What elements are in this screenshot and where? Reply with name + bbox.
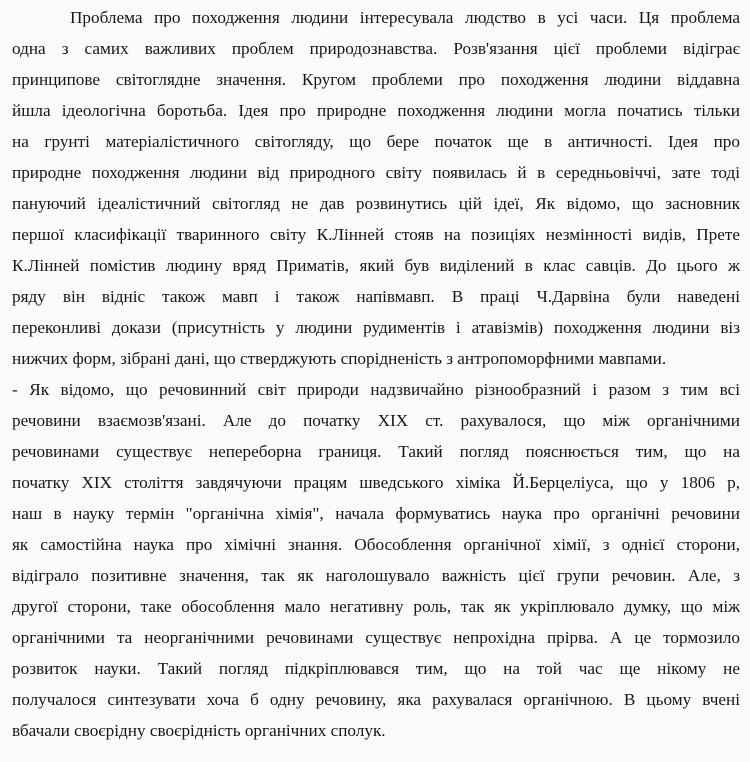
text-line: на грунті матеріалістичного світогляду, що бере початок ще в античності. Ідея про bbox=[12, 132, 740, 151]
text-line: получалося синтезувати хоча б одну речовину, яка рахувалася органічною. В цьому вчені bbox=[12, 690, 740, 709]
text-line: початку XIX століття завдячуючи працям шведського хіміка Й.Берцеліуса, що у 1806 р, bbox=[12, 473, 740, 492]
text-line: речовинами существує непереборна границя. Такий погляд пояснюється тим, що на bbox=[12, 442, 740, 461]
text-line: переконливі докази (присутність у людини рудиментів і атавізмів) походження людини віз bbox=[12, 318, 740, 337]
text-line: органічними та неорганічними речовинами существує непрохідна прірва. А це тормозило bbox=[12, 628, 740, 647]
text-line: другої сторони, таке обособлення мало негативну роль, так як укріплювало думку, що між bbox=[12, 597, 740, 616]
text-line: відігрaло позитивне значення, так як наголошувало важність цієї групи речовин. Але, з bbox=[12, 566, 740, 585]
text-line: йшла ідеологічна боротьба. Ідея про природне походження людини могла початись тільки bbox=[12, 101, 740, 120]
text-line: нижчих форм, зібрані дані, що стверджують спорідненість з антропоморфними мавпами. bbox=[12, 349, 667, 368]
text-line: першої класифікації тваринного світу К.Лінней стояв на позиціях незмінності видів, Прете bbox=[12, 225, 740, 244]
text-line: К.Лінней помістив людину вряд Приматів, який був виділений в клас савців. До цього ж bbox=[12, 256, 740, 275]
text-line: наш в науку термін "органічна хімія", начала формуватись наука про органічні речовини bbox=[12, 504, 740, 523]
text-line: розвиток науки. Такий погляд підкріплювався тим, що на той час ще нікому не bbox=[12, 659, 740, 678]
text-line: природне походження людини від природного світу появилась й в середньовіччі, зате тоді bbox=[12, 163, 740, 182]
text-line: як самостійна наука про хімічні знання. Обособлення органічної хімії, з однієї сторони, bbox=[12, 535, 740, 554]
text-line: Проблема про походження людини інтересувала людство в усі часи. Ця проблема bbox=[70, 8, 740, 27]
text-line: ряду він відніс також мавп і також напівмавп. В праці Ч.Дарвіна були наведені bbox=[12, 287, 740, 306]
text-line: пануючий ідеалістичний світогляд не дав розвинутись цій ідеї, Як відомо, що засновник bbox=[12, 194, 740, 213]
text-line: вбачали своєрідну своєрідність органічних сполук. bbox=[12, 721, 386, 740]
text-line: - Як відомо, що речовинний світ природи надзвичайно різнообразний і разом з тим всі bbox=[12, 380, 740, 399]
text-line: принципове світоглядне значення. Кругом проблеми про походження людини віддавна bbox=[12, 70, 740, 89]
text-line: речовини взаємозв'язані. Але до початку XIX ст. рахувалося, що між органічними bbox=[12, 411, 740, 430]
text-line: одна з самих важливих проблем природознавства. Розв'язання цієї проблеми відіграє bbox=[12, 39, 740, 58]
